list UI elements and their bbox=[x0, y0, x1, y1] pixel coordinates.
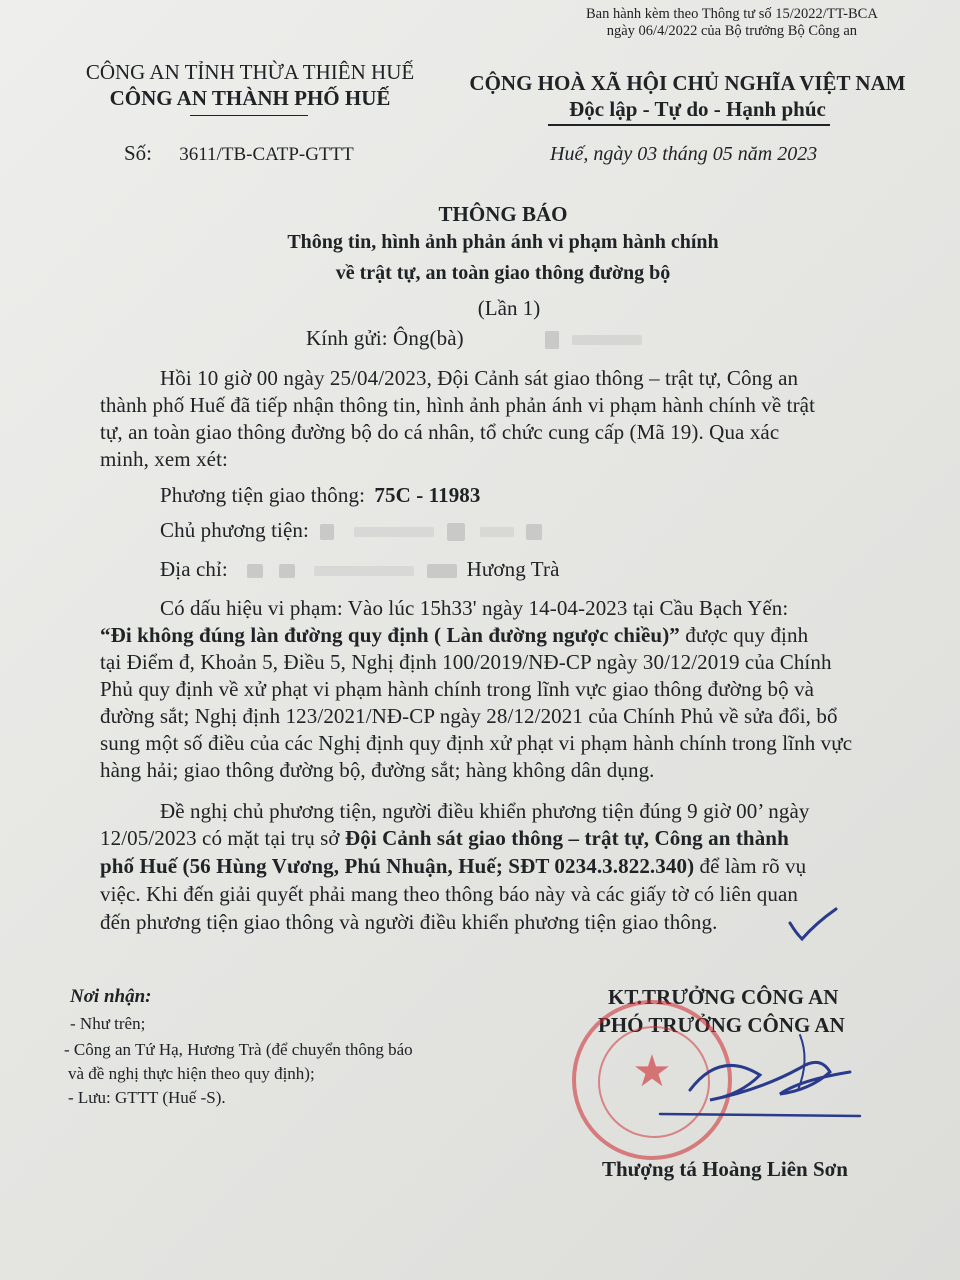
star-icon: ★ bbox=[632, 1046, 672, 1097]
regulation-note bbox=[586, 6, 878, 40]
intro-line-1: Hồi 10 giờ 00 ngày 25/04/2023, Đội Cảnh sát giao thông – trật tự, Công an bbox=[160, 366, 799, 390]
regulation-note-line2: ngày 06/4/2022 của Bộ trưởng Bộ Công an bbox=[606, 23, 858, 39]
handwritten-signature bbox=[650, 1020, 950, 1140]
request-line-3-tail: để làm rõ vụ bbox=[694, 854, 807, 878]
org-name: CÔNG AN THÀNH PHỐ HUẾ bbox=[109, 86, 391, 110]
recipients-item: - Công an Tứ Hạ, Hương Trà (để chuyển thông báo bbox=[64, 1040, 413, 1059]
redacted-owner bbox=[480, 527, 514, 537]
request-line-2 bbox=[100, 826, 789, 851]
signature-title: PHÓ TRƯỞNG CÔNG AN bbox=[598, 1013, 845, 1037]
signature-for-line: KT.TRƯỞNG CÔNG AN bbox=[608, 985, 839, 1009]
redacted-owner bbox=[354, 527, 434, 537]
recipients-item: - Như trên; bbox=[70, 1014, 146, 1033]
recipients-item: - Lưu: GTTT (Huế -S). bbox=[68, 1088, 226, 1107]
notice-subtitle-1: Thông tin, hình ảnh phản ánh vi phạm hành chính bbox=[287, 231, 719, 253]
checkmark-icon bbox=[782, 905, 842, 945]
request-office: Đội Cảnh sát giao thông – trật tự, Công an thành bbox=[344, 826, 789, 850]
notice-title: THÔNG BÁO bbox=[438, 202, 568, 226]
document-number-label: Số: bbox=[124, 141, 153, 165]
intro-line-2: thành phố Huế đã tiếp nhận thông tin, hình ảnh phản ánh vi phạm hành chính về trật bbox=[100, 393, 816, 417]
vehicle-plate-label: Phương tiện giao thông: bbox=[160, 483, 366, 507]
violation-line-2 bbox=[100, 623, 808, 648]
motto: Độc lập - Tự do - Hạnh phúc bbox=[569, 97, 826, 121]
redacted-address bbox=[247, 564, 263, 578]
request-address: phố Huế (56 Hùng Vương, Phú Nhuận, Huế; SĐT 0234.3.822.340) bbox=[100, 854, 695, 878]
country-name: CỘNG HOÀ XÃ HỘI CHỦ NGHĨA VIỆT NAM bbox=[469, 71, 906, 95]
redacted-address bbox=[427, 564, 457, 578]
signer-name: Thượng tá Hoàng Liên Sơn bbox=[602, 1157, 848, 1181]
vehicle-address-line bbox=[160, 557, 560, 582]
violation-line-1: Có dấu hiệu vi phạm: Vào lúc 15h33' ngày 14-04-2023 tại Cầu Bạch Yến: bbox=[160, 596, 789, 620]
violation-line-7: hàng hải; giao thông đường bộ, đường sắt; hàng không dân dụng. bbox=[100, 758, 655, 782]
vehicle-address-label: Địa chỉ: bbox=[160, 557, 228, 581]
violation-line-5: đường sắt; Nghị định 123/2021/NĐ-CP ngày 28/12/2021 của Chính Phủ về sửa đổi, bổ bbox=[100, 704, 838, 728]
violation-line-2-tail: được quy định bbox=[679, 623, 809, 647]
violation-line-4: Phủ quy định về xử phạt vi phạm hành chính trong lĩnh vực giao thông đường bộ và bbox=[100, 677, 815, 701]
motto-underline bbox=[548, 124, 830, 126]
recipients-title: Nơi nhận: bbox=[70, 986, 152, 1007]
violation-name: “Đi không đúng làn đường quy định ( Làn đường ngược chiều)” bbox=[100, 623, 680, 647]
request-line-5: đến phương tiện giao thông và người điều khiển phương tiện giao thông. bbox=[100, 910, 718, 934]
vehicle-plate-value: 75C - 11983 bbox=[374, 483, 481, 507]
regulation-note-line1: Ban hành kèm theo Thông tư số 15/2022/TT-BCA bbox=[586, 6, 878, 22]
vehicle-owner-label: Chủ phương tiện: bbox=[160, 518, 309, 542]
document-number-value: 3611/TB-CATP-GTTT bbox=[179, 144, 354, 165]
violation-line-6: sung một số điều của các Nghị định quy định xử phạt vi phạm hành chính trong lĩnh vực bbox=[100, 731, 853, 755]
document-number bbox=[124, 141, 354, 166]
request-line-4: việc. Khi đến giải quyết phải mang theo thông báo này và các giấy tờ có liên quan bbox=[100, 882, 798, 906]
notice-subtitle-2: về trật tự, an toàn giao thông đường bộ bbox=[335, 262, 671, 284]
redacted-owner bbox=[526, 524, 542, 540]
intro-line-4: minh, xem xét: bbox=[100, 447, 228, 471]
notice-times: (Lần 1) bbox=[477, 296, 541, 320]
place-date: Huế, ngày 03 tháng 05 năm 2023 bbox=[550, 143, 818, 165]
redacted-owner bbox=[320, 524, 334, 540]
request-line-1: Đề nghị chủ phương tiện, người điều khiển phương tiện đúng 9 giờ 00’ ngày bbox=[160, 799, 810, 823]
vehicle-address-tail: Hương Trà bbox=[466, 557, 560, 581]
violation-line-3: tại Điểm đ, Khoản 5, Điều 5, Nghị định 100/2019/NĐ-CP ngày 30/12/2019 của Chính bbox=[100, 650, 832, 674]
redacted-address bbox=[314, 566, 414, 576]
intro-line-3: tự, an toàn giao thông đường bộ do cá nhân, tổ chức cung cấp (Mã 19). Qua xác bbox=[100, 420, 780, 444]
request-line-3 bbox=[100, 854, 806, 879]
redacted-name bbox=[572, 335, 642, 345]
recipient-line bbox=[306, 326, 642, 351]
recipient-label: Kính gửi: Ông(bà) bbox=[306, 326, 464, 350]
redacted-address bbox=[279, 564, 295, 578]
redacted-name bbox=[545, 331, 559, 349]
recipients-item: và đề nghị thực hiện theo quy định); bbox=[68, 1064, 315, 1083]
request-line-2-a: 12/05/2023 có mặt tại trụ sở bbox=[100, 826, 345, 850]
vehicle-plate-line bbox=[160, 483, 481, 508]
org-parent: CÔNG AN TỈNH THỪA THIÊN HUẾ bbox=[85, 60, 415, 84]
vehicle-owner-line bbox=[160, 518, 542, 543]
redacted-owner bbox=[447, 523, 465, 541]
org-underline bbox=[190, 115, 308, 116]
